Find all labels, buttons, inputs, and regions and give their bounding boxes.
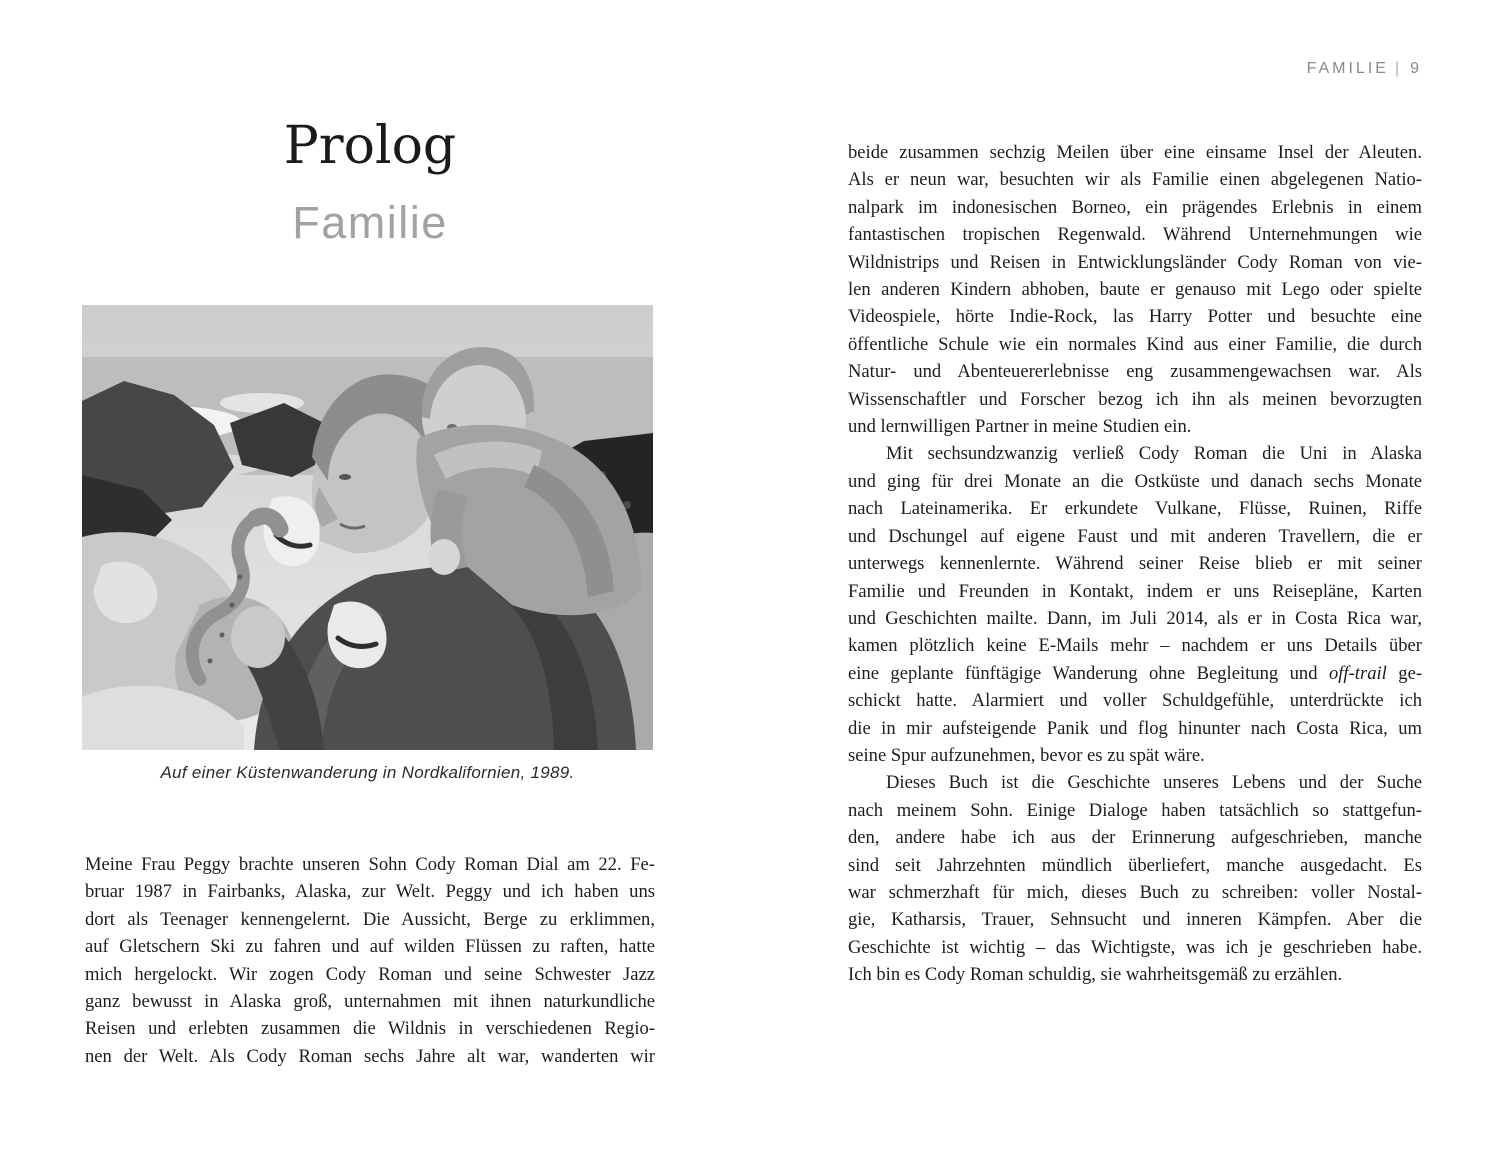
- photo-figure: [82, 305, 653, 783]
- text-line: den, andere habe ich aus der Erinnerung aufgeschrieben, manche: [848, 827, 1422, 849]
- text-line: schickt hatte. Alarmiert und voller Schuldgefühle, unterdrückte ich: [848, 690, 1422, 712]
- text-line: und lernwilligen Partner in meine Studien ein.: [848, 416, 1192, 438]
- text-line: ganz bewusst in Alaska groß, unternahmen mit ihnen naturkundliche: [85, 991, 655, 1013]
- text-line: mich hergelockt. Wir zogen Cody Roman und seine Schwester Jazz: [85, 963, 655, 985]
- chapter-subtitle: Familie: [292, 197, 448, 249]
- text-line: seine Spur aufzunehmen, bevor es zu spät wäre.: [848, 744, 1205, 766]
- running-header-section: FAMILIE: [1306, 60, 1389, 77]
- paragraph: [848, 769, 1422, 988]
- text-line: Ich bin es Cody Roman schuldig, sie wahrheitsgemäß zu erzählen.: [848, 964, 1343, 986]
- text-line: Dieses Buch ist die Geschichte unseres Lebens und der Suche: [886, 772, 1422, 794]
- text-line: eine geplante fünftägige Wanderung ohne Begleitung und off-trail ge-: [848, 662, 1423, 684]
- text-line: fantastischen tropischen Regenwald. Während Unternehmungen wie: [848, 224, 1422, 246]
- text-line: len anderen Kindern abhoben, baute er genauso mit Lego oder spielte: [848, 279, 1422, 301]
- text-line: beide zusammen sechzig Meilen über eine einsame Insel der Aleuten.: [848, 142, 1422, 163]
- text-line: Reisen und erlebten zusammen die Wildnis in verschiedenen Regio-: [85, 1018, 655, 1040]
- text-line: die in mir aufsteigende Panik und flog hinunter nach Costa Rica, um: [848, 717, 1422, 739]
- text-line: nen der Welt. Als Cody Roman sechs Jahre alt war, wanderten wir: [85, 1045, 655, 1067]
- running-header: [848, 60, 1422, 78]
- text-line: war schmerzhaft für mich, dieses Buch zu schreiben: voller Nostal-: [848, 881, 1422, 903]
- text-line: Geschichte ist wichtig – das Wichtigste, was ich je geschrieben habe.: [848, 936, 1422, 958]
- photo-caption: Auf einer Küstenwanderung in Nordkalifornien, 1989.: [160, 763, 575, 782]
- text-line: gie, Katharsis, Trauer, Sehnsucht und inneren Kämpfen. Aber die: [848, 909, 1422, 931]
- text-line: Familie und Freunden in Kontakt, indem er uns Reisepläne, Karten: [848, 580, 1422, 602]
- text-line: Natur- und Abenteuererlebnisse eng zusammengewachsen war. Als: [848, 361, 1422, 383]
- text-line: Als er neun war, besuchten wir als Familie einen abgelegenen Natio-: [848, 169, 1422, 191]
- running-header-divider: |: [1394, 60, 1403, 77]
- paragraph: [848, 440, 1422, 769]
- text-line: Videospiele, hörte Indie-Rock, las Harry Potter und besuchte eine: [848, 306, 1422, 328]
- text-line: und ging für drei Monate an die Ostküste und danach sechs Monate: [848, 470, 1422, 492]
- text-line: und Dschungel auf eigene Faust und mit anderen Travellern, die er: [848, 525, 1422, 547]
- text-line: bruar 1987 in Fairbanks, Alaska, zur Welt. Peggy und ich haben uns: [85, 881, 655, 903]
- page-number: 9: [1410, 60, 1422, 77]
- chapter-heading: [85, 116, 655, 249]
- text-line: nach meinem Sohn. Einige Dialoge haben tatsächlich so stattgefun-: [848, 799, 1422, 821]
- text-line: Wissenschaftler und Forscher bezog ich ihn als meinen bevorzugten: [848, 388, 1422, 410]
- text-line: öffentliche Schule wie ein normales Kind aus einer Familie, die durch: [848, 333, 1422, 355]
- family-photo: [82, 305, 653, 750]
- text-line: und Geschichten mailte. Dann, im Juli 2014, als er in Costa Rica war,: [848, 607, 1422, 629]
- text-line: kamen plötzlich keine E-Mails mehr – nachdem er uns Details über: [848, 635, 1422, 657]
- paragraph: [848, 139, 1422, 440]
- text-line: nach Lateinamerika. Er erkundete Vulkane, Flüsse, Ruinen, Riffe: [848, 498, 1422, 520]
- text-line: auf Gletschern Ski zu fahren und auf wilden Flüssen zu raften, hatte: [85, 936, 655, 958]
- chapter-title: Prolog: [283, 116, 457, 176]
- text-line: sind seit Jahrzehnten mündlich überliefert, manche ausgedacht. Es: [848, 854, 1422, 876]
- text-line: dort als Teenager kennengelernt. Die Aussicht, Berge zu erklimmen,: [85, 908, 655, 930]
- text-line: Wildnistrips und Reisen in Entwicklungsländer Cody Roman von vie-: [848, 251, 1422, 273]
- coast-photo-illustration: [82, 305, 653, 750]
- left-page-text: [85, 851, 655, 1070]
- text-line: nalpark im indonesischen Borneo, ein prägendes Erlebnis in einem: [848, 196, 1422, 218]
- right-page-text: [848, 139, 1422, 989]
- text-line: unterwegs kennenlernte. Während seiner Reise blieb er mit seiner: [848, 553, 1422, 575]
- text-line: Meine Frau Peggy brachte unseren Sohn Cody Roman Dial am 22. Fe-: [85, 854, 655, 875]
- paragraph: [85, 851, 655, 1070]
- text-line: Mit sechsundzwanzig verließ Cody Roman die Uni in Alaska: [886, 443, 1422, 465]
